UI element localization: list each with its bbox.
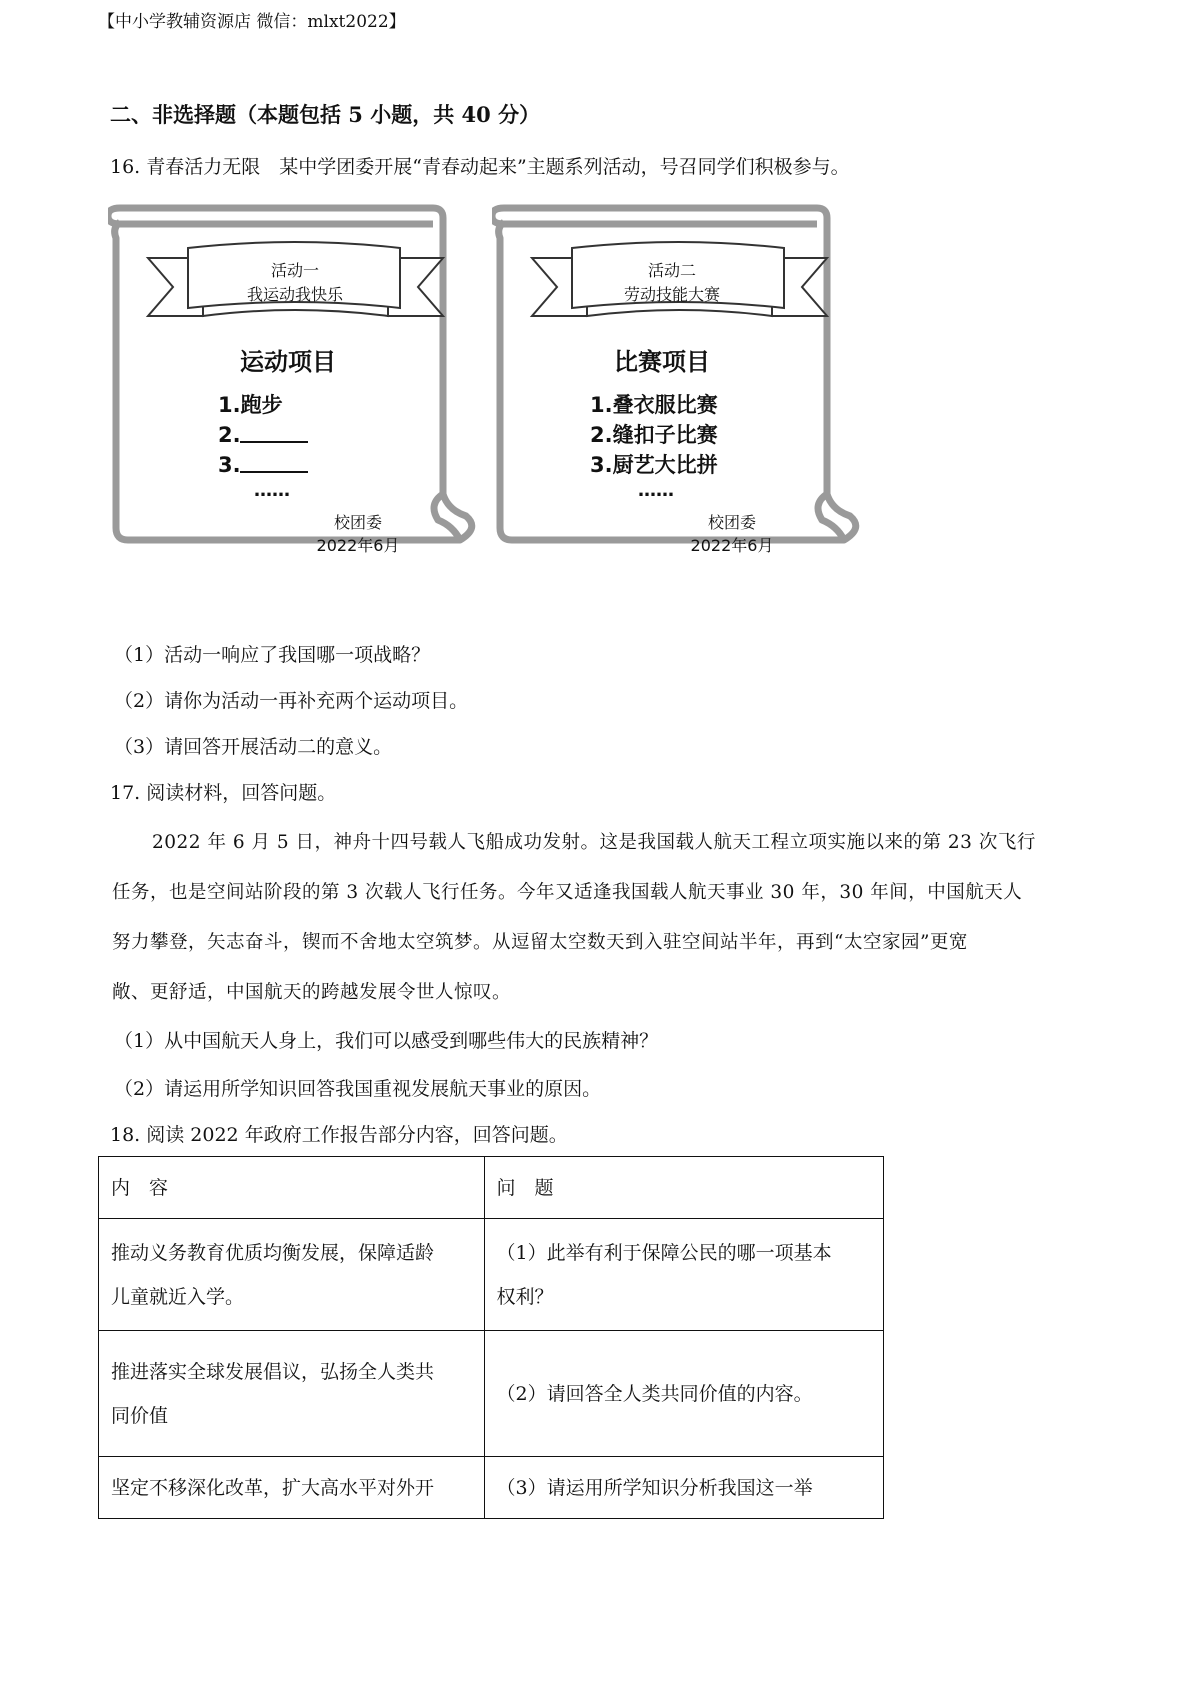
poster2-item3: 3.厨艺大比拼 (590, 453, 718, 477)
q16-sub3: （3）请回答开展活动二的意义。 (114, 736, 393, 758)
poster1-banner-line2: 我运动我快乐 (246, 285, 344, 304)
row2-content-line1: 推进落实全球发展倡议，弘扬全人类共 (111, 1360, 435, 1383)
row3-question-line1: （3）请运用所学知识分析我国这一举 (496, 1476, 813, 1499)
poster2-sign-date: 2022年6月 (690, 536, 774, 555)
poster-activity-two (492, 198, 862, 584)
row2-question (484, 1331, 884, 1457)
row1-question (484, 1219, 884, 1331)
poster1-item2: 2. (218, 423, 241, 447)
poster2-sign-org: 校团委 (707, 513, 757, 532)
q17-sub2: （2）请运用所学知识回答我国重视发展航天事业的原因。 (114, 1078, 602, 1100)
poster2-item1: 1.叠衣服比赛 (590, 393, 718, 417)
q17-para-line3: 努力攀登，矢志奋斗，锲而不舍地太空筑梦。从逗留太空数天到入驻空间站半年，再到“太空家园”更宽 (112, 932, 968, 953)
row3-content-line1: 坚定不移深化改革，扩大高水平对外开 (111, 1476, 435, 1499)
q18-stem: 18. 阅读 2022 年政府工作报告部分内容，回答问题。 (110, 1124, 568, 1146)
q17-para-line4: 敞、更舒适，中国航天的跨越发展令世人惊叹。 (112, 982, 512, 1003)
poster1-item1: 1.跑步 (218, 393, 283, 417)
table-header-row (99, 1157, 884, 1219)
row2-question-line1: （2）请回答全人类共同价值的内容。 (496, 1382, 813, 1405)
poster1-heading: 运动项目 (240, 348, 336, 376)
header-content: 内 容 (99, 1157, 485, 1219)
row1-question-line1: （1）此举有利于保障公民的哪一项基本 (496, 1241, 832, 1264)
row3-question (484, 1457, 884, 1519)
q17-para-line1: 2022 年 6 月 5 日，神舟十四号载人飞船成功发射。这是我国载人航天工程立项实施以来的第 23 次飞行 (152, 832, 1036, 853)
q18-table (98, 1156, 884, 1519)
poster2-banner-line1: 活动二 (647, 261, 697, 280)
poster1-ellipsis: …… (254, 480, 290, 501)
row1-content-line2: 儿童就近入学。 (111, 1285, 245, 1308)
table-row (99, 1219, 884, 1331)
poster2-ellipsis: …… (638, 480, 674, 501)
q16-stem: 16. 青春活力无限 某中学团委开展“青春动起来”主题系列活动，号召同学们积极参与。 (110, 156, 850, 178)
row1-question-line2: 权利？ (496, 1285, 554, 1308)
poster2-heading: 比赛项目 (614, 348, 710, 376)
q16-sub1: （1）活动一响应了我国哪一项战略？ (114, 644, 431, 666)
poster-activity-one (108, 198, 478, 584)
table-row (99, 1331, 884, 1457)
q16-sub2: （2）请你为活动一再补充两个运动项目。 (114, 690, 469, 712)
row1-content (99, 1219, 485, 1331)
row1-content-line1: 推动义务教育优质均衡发展，保障适龄 (111, 1241, 435, 1264)
row2-content-line2: 同价值 (111, 1404, 169, 1427)
q17-para-line2: 任务，也是空间站阶段的第 3 次载人飞行任务。今年又适逢我国载人航天事业 30 年，30 年间，中国航天人 (112, 882, 1023, 903)
row2-content (99, 1331, 485, 1457)
table-row (99, 1457, 884, 1519)
watermark-header: 【中小学教辅资源店 微信：mlxt2022】 (98, 12, 406, 32)
row3-content (99, 1457, 485, 1519)
section-title: 二、非选择题（本题包括 5 小题，共 40 分） (110, 102, 541, 127)
q17-sub1: （1）从中国航天人身上，我们可以感受到哪些伟大的民族精神？ (114, 1030, 659, 1052)
poster1-sign-org: 校团委 (333, 513, 383, 532)
poster2-item2: 2.缝扣子比赛 (590, 423, 718, 447)
q17-stem: 17. 阅读材料，回答问题。 (110, 782, 337, 804)
poster1-item3: 3. (218, 453, 241, 477)
poster1-sign-date: 2022年6月 (316, 536, 400, 555)
header-question: 问 题 (484, 1157, 884, 1219)
poster1-banner-line1: 活动一 (270, 261, 320, 280)
poster2-banner-line2: 劳动技能大赛 (623, 285, 721, 304)
